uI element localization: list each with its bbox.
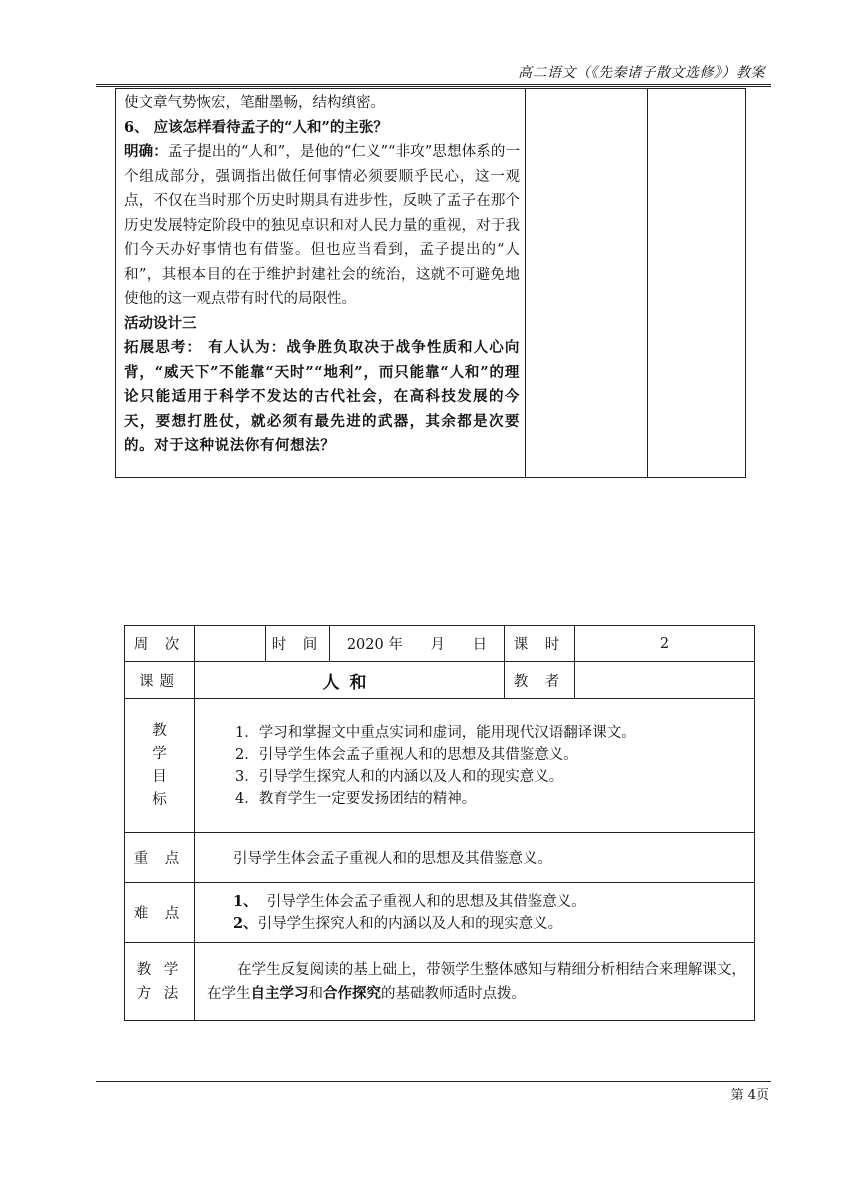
method-label [125,943,195,1021]
key-point-text: 引导学生体会孟子重视人和的思想及其借鉴意义。 [195,833,755,883]
difficulty-item [233,913,754,935]
goals-label [125,699,195,833]
answer-paragraph [124,140,520,312]
key-point-label: 重 点 [125,833,195,883]
week-value [195,626,266,662]
goals-label-char: 教 [152,722,167,739]
time-label: 时 间 [266,626,330,662]
continuation-text [124,91,520,459]
difficulty-number: 1、 [233,892,258,910]
document-header-title: 高二语文（《先秦诸子散文选修》）教案 [518,65,765,81]
method-label-line: 方 法 [136,985,183,1002]
difficulty-label: 难 点 [125,883,195,943]
answer-text: 孟子提出的“人和”，是他的“仁义”“非攻”思想体系的一个组成部分，强调指出做任何事情必须要顺乎民心，这一观点，不仅在当时那个历史时期具有进步性，反映了孟子在那个历史发展特定阶段中的独见卓识和对人民力量的重视，对于我们今天办好事情也有借鉴。但也应当看到，孟子提出的“人和”，其根本目的在于维护封建社会的统治，这就不可避免地使他的这一观点带有时代的局限性。 [124,144,521,307]
continuation-line: 使文章气势恢宏，笔酣墨畅，结构缜密。 [124,95,385,111]
date-value: 2020 年 月 日 [330,626,505,662]
method-part: 的基础教师适时点拨。 [381,985,526,1002]
difficulty-text: 引导学生探究人和的内涵以及人和的现实意义。 [257,915,563,932]
question-6: 6、 应该怎样看待孟子的“人和”的主张？ [124,118,388,136]
activity-title: 活动设计三 [124,314,197,332]
goals-label-char: 目 [152,768,167,785]
topic-value: 人和 [195,662,505,699]
teacher-value [575,662,755,699]
difficulty-text: 引导学生体会孟子重视人和的思想及其借鉴意义。 [257,893,586,910]
page-number: 第 4页 [730,1088,769,1103]
extension-label: 拓展思考： [124,339,203,356]
method-part: 和 [308,985,323,1002]
table-column-divider [525,89,526,477]
period-value: 2 [575,626,755,662]
goal-item: 4．教育学生一定要发扬团结的精神。 [235,790,477,807]
difficulty-item [233,891,754,913]
continuation-table [115,88,746,478]
answer-label: 明确： [124,143,168,160]
week-label: 周 次 [125,626,195,662]
method-highlight: 合作探究 [323,984,381,1002]
method-label-line: 教 学 [136,961,183,978]
extension-paragraph [124,336,520,459]
topic-label: 课题 [125,662,195,699]
teacher-label: 教 者 [505,662,575,699]
goals-label-char: 标 [152,791,167,808]
difficulty-list [195,883,755,943]
period-label: 课 时 [505,626,575,662]
header-divider [96,84,771,85]
lesson-info-table [124,625,755,1021]
goals-label-char: 学 [152,745,167,762]
method-part: 在学生反复阅读的基上础上，带领学生整体感知与精细分析相结合来理解课文，在学生 [207,961,746,1002]
header-divider-thin [96,86,771,87]
goals-list [195,699,755,833]
method-highlight: 自主学习 [250,984,309,1002]
goal-item: 3．引导学生探究人和的内涵以及人和的现实意义。 [235,768,564,785]
table-column-divider [647,89,648,477]
footer-divider [96,1081,771,1082]
method-text [195,943,755,1021]
extension-text: 有人认为：战争胜负取决于战争性质和人心向背，“威天下”不能靠“天时”“地利”，而只能靠“人和”的理论只能适用于科学不发达的古代社会，在高科技发展的今天，要想打胜仗，就必须有最先进的武器，其余都是次要的。对于这种说法你有何想法？ [124,339,520,454]
goal-item: 1．学习和掌握文中重点实词和虚词，能用现代汉语翻译课文。 [235,724,636,741]
difficulty-number: 2、 [233,914,258,932]
goal-item: 2．引导学生体会孟子重视人和的思想及其借鉴意义。 [235,746,578,763]
